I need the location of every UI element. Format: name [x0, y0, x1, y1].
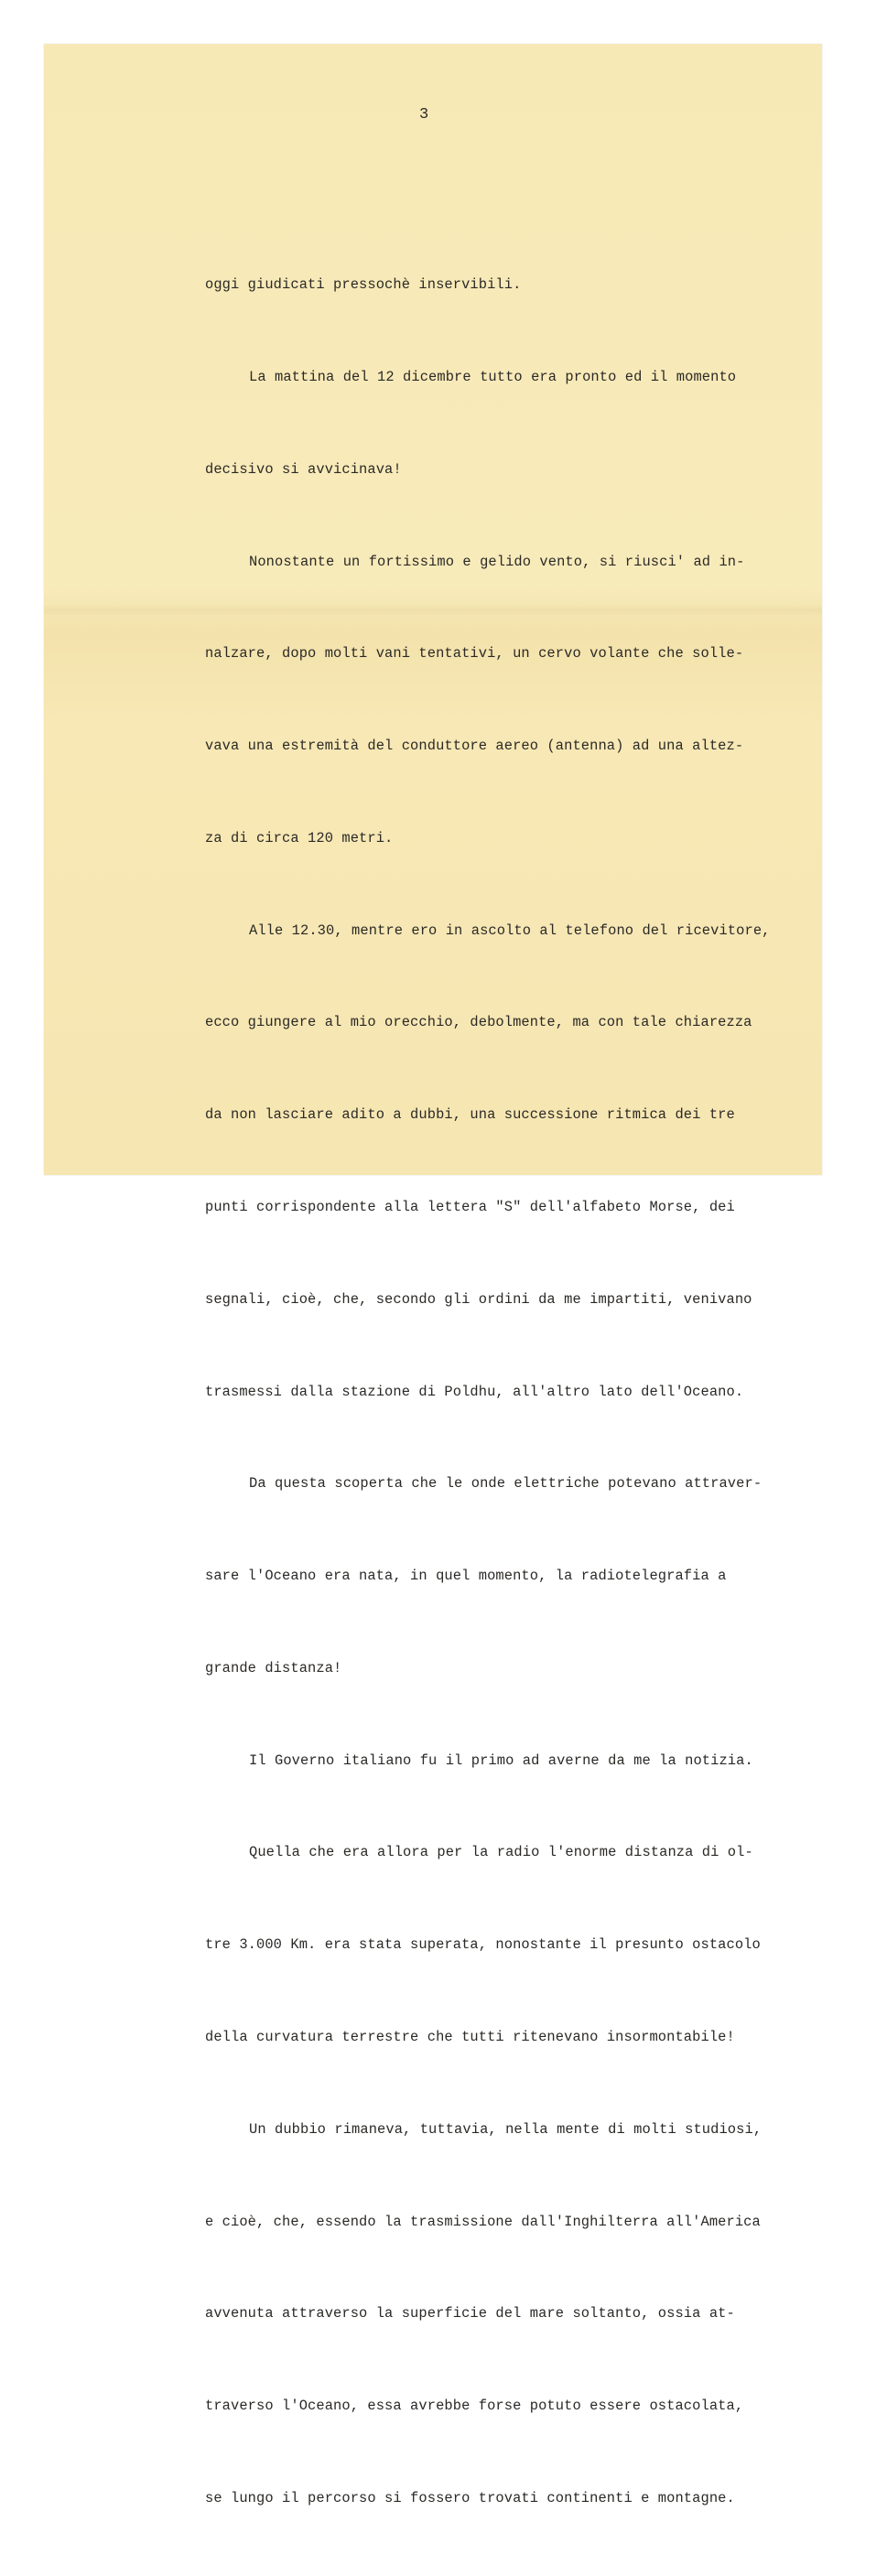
text-line: e cioè, che, essendo la trasmissione dall'Inghilterra all'America	[205, 2213, 761, 2230]
text-line: punti corrispondente alla lettera "S" dell'alfabeto Morse, dei	[205, 1199, 735, 1215]
text-line: La mattina del 12 dicembre tutto era pronto ed il momento	[249, 368, 737, 385]
text-line: Nonostante un fortissimo e gelido vento, si riusci' ad in-	[249, 553, 745, 570]
text-line: Un dubbio rimaneva, tuttavia, nella mente di molti studiosi,	[249, 2120, 763, 2138]
text-line: trasmessi dalla stazione di Poldhu, all'altro lato dell'Oceano.	[205, 1383, 744, 1400]
text-line: grande distanza!	[205, 1659, 342, 1676]
text-line: da non lasciare adito a dubbi, una successione ritmica dei tre	[205, 1106, 735, 1124]
text-line: se lungo il percorso si fossero trovati continenti e montagne.	[205, 2489, 735, 2506]
text-line: segnali, cioè, che, secondo gli ordini da me impartiti, venivano	[205, 1290, 752, 1308]
text-line: della curvatura terrestre che tutti ritenevano insormontabile!	[205, 2029, 735, 2046]
text-line: Alle 12.30, mentre ero in ascolto al telefono del ricevitore,	[249, 922, 771, 939]
text-line: tre 3.000 Km. era stata superata, nonostante il presunto ostacolo	[205, 1936, 761, 1954]
text-line: Quella che era allora per la radio l'enorme distanza di ol-	[249, 1844, 753, 1861]
typewritten-page	[44, 44, 822, 2506]
text-line: traverso l'Oceano, essa avrebbe forse potuto essere ostacolata,	[205, 2398, 744, 2415]
text-line: ecco giungere al mio orecchio, debolmente, ma con tale chiarezza	[205, 1014, 752, 1031]
text-line: oggi giudicati pressochè inservibili.	[205, 276, 522, 294]
text-line: za di circa 120 metri.	[205, 829, 394, 846]
text-line: nalzare, dopo molti vani tentativi, un cervo volante che solle-	[205, 645, 744, 663]
text-line: decisivo si avvicinava!	[205, 460, 402, 478]
text-line: vava una estremità del conduttore aereo (antenna) ad una altez-	[205, 738, 744, 755]
text-line: avvenuta attraverso la superficie del mare soltanto, ossia at-	[205, 2305, 735, 2323]
page-number: 3	[419, 106, 429, 124]
text-line: Da questa scoperta che le onde elettriche potevano attraver-	[249, 1475, 763, 1493]
text-line: sare l'Oceano era nata, in quel momento, la radiotelegrafia a	[205, 1568, 727, 1585]
body-text	[205, 209, 809, 2576]
text-line: Il Governo italiano fu il primo ad averne da me la notizia.	[249, 1751, 753, 1769]
